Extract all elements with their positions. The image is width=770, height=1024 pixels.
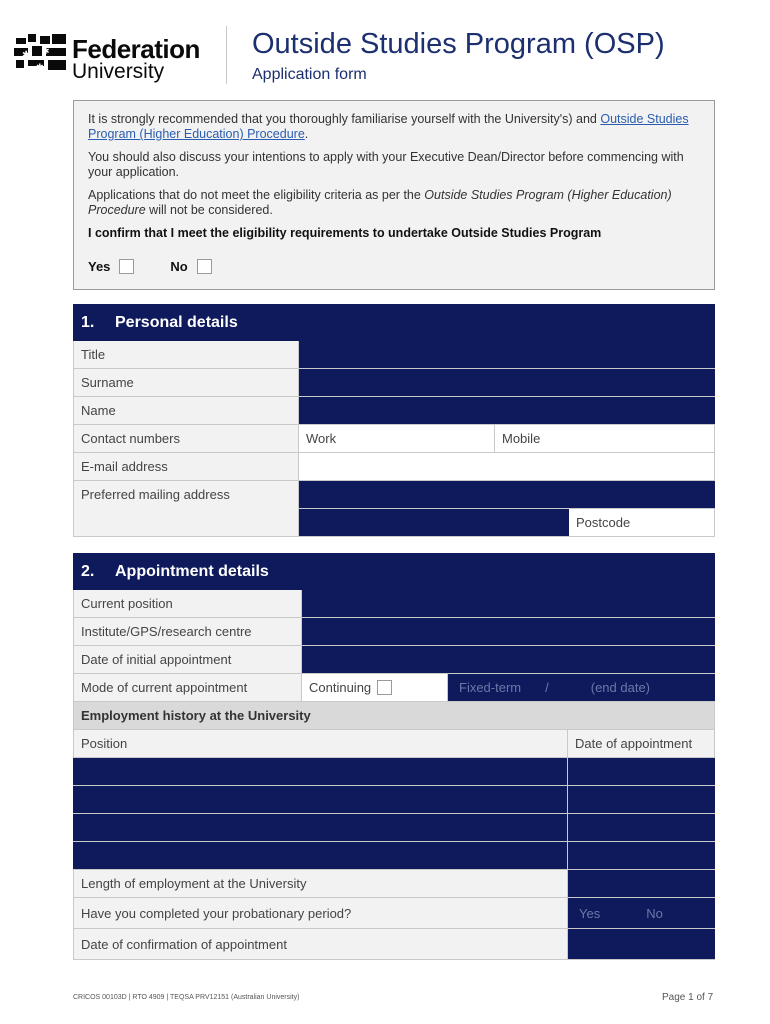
probation-no-option[interactable]: No [646,906,663,921]
notice-paragraph-3 [88,188,700,218]
fixed-term-slash: / [545,680,549,695]
page-header [14,26,714,86]
history-date-field[interactable] [568,758,715,785]
employment-history-row [73,814,715,842]
employment-history-header-row [73,730,715,758]
logo-wordmark-line2: University [72,60,165,83]
employment-history-row [73,842,715,870]
eligibility-yes-no [88,259,248,274]
initial-date-row [73,646,715,674]
current-position-field[interactable] [302,590,715,617]
name-field[interactable] [299,397,715,424]
confirmation-date-field[interactable] [568,929,715,959]
appointment-details-section [73,553,715,960]
employment-history-heading: Employment history at the University [73,702,715,729]
continuing-checkbox[interactable] [377,680,392,695]
contact-row [73,425,715,453]
notice-text: Applications that do not meet the eligibility criteria as per the [88,188,425,202]
notice-text: . [304,127,309,141]
eligibility-confirm-question: I confirm that I meet the eligibility requirements to undertake Outside Studies Program [88,226,602,240]
mailing-row [73,481,715,537]
date-column-header: Date of appointment [568,730,715,757]
personal-details-section [73,304,715,537]
notice-paragraph-2: You should also discuss your intentions to apply with your Executive Dean/Director before commencing with your application. [88,150,684,179]
continuing-option [302,674,448,701]
history-position-field[interactable] [73,814,568,841]
length-row [73,870,715,898]
notice-text: will not be considered. [145,203,273,217]
section-heading [73,304,715,341]
probation-label: Have you completed your probationary period? [73,898,568,928]
probation-row [73,898,715,929]
position-column-header: Position [73,730,568,757]
email-field[interactable] [299,453,715,480]
length-field[interactable] [568,870,715,897]
notice-text: It is strongly recommended that you thoroughly familiarise yourself with the University's) and [88,112,601,126]
title-field[interactable] [299,341,715,368]
svg-text:✱: ✱ [42,47,50,57]
fixed-term-option[interactable] [448,674,715,701]
employment-history-row [73,786,715,814]
section-number: 2. [81,563,95,580]
section-heading [73,553,715,590]
notice-emphasis: Outside Studies Program (Higher Education) Procedure [88,188,672,217]
current-position-label: Current position [73,590,302,617]
email-label: E-mail address [73,453,299,480]
probation-yes-option[interactable]: Yes [579,906,601,921]
history-position-field[interactable] [73,842,568,869]
svg-text:✱: ✱ [22,50,31,61]
surname-field[interactable] [299,369,715,396]
name-row [73,397,715,425]
footer-accreditation: CRICOS 00103D | RTO 4909 | TEQSA PRV12151 (Australian University) [73,994,300,1001]
continuing-label: Continuing [309,680,372,695]
mailing-fields [299,481,715,536]
mode-label: Mode of current appointment [73,674,302,701]
employment-history-row [73,758,715,786]
mailing-address-line2-field[interactable] [299,509,569,536]
surname-row [73,369,715,397]
mode-row [73,674,715,702]
title-row [73,341,715,369]
surname-label: Surname [73,369,299,396]
work-phone-field[interactable]: Work [299,425,495,452]
svg-text:✱: ✱ [36,63,44,73]
mailing-label: Preferred mailing address [73,481,299,536]
header-divider [226,26,227,84]
contact-label: Contact numbers [73,425,299,452]
email-row [73,453,715,481]
yes-checkbox[interactable] [119,259,134,274]
history-position-field[interactable] [73,786,568,813]
mailing-address-line-field[interactable] [299,481,715,509]
yes-label: Yes [88,259,111,274]
initial-date-label: Date of initial appointment [73,646,302,673]
confirmation-label: Date of confirmation of appointment [73,929,568,959]
end-date-label: (end date) [590,680,651,695]
history-date-field[interactable] [568,814,715,841]
confirmation-row [73,929,715,960]
title-label: Title [73,341,299,368]
institute-label: Institute/GPS/research centre [73,618,302,645]
notice-paragraph-1 [88,112,700,142]
section-title: Personal details [115,314,238,331]
fixed-term-label: Fixed-term [459,680,522,695]
employment-history-heading-row [73,702,715,730]
logo-wordmark-line1: Federation [72,34,200,64]
page-subtitle: Application form [252,66,367,83]
federation-university-logo [14,30,214,82]
page-number: Page 1 of 7 [662,992,714,1003]
postcode-field[interactable]: Postcode [569,509,715,536]
history-position-field[interactable] [73,758,568,785]
history-date-field[interactable] [568,842,715,869]
current-position-row [73,590,715,618]
name-label: Name [73,397,299,424]
section-number: 1. [81,314,95,331]
mailing-second-line [299,509,715,536]
eligibility-notice [73,100,715,290]
initial-date-field[interactable] [302,646,715,673]
osp-procedure-link[interactable]: Outside Studies Program (Higher Education) Procedure [88,112,689,141]
length-label: Length of employment at the University [73,870,568,897]
no-checkbox[interactable] [197,259,212,274]
institute-field[interactable] [302,618,715,645]
page-title: Outside Studies Program (OSP) [252,28,665,60]
history-date-field[interactable] [568,786,715,813]
no-label: No [170,259,188,274]
logo-mark-icon [14,30,70,78]
institute-row [73,618,715,646]
probation-options [568,898,715,928]
section-title: Appointment details [115,563,269,580]
mobile-phone-field[interactable]: Mobile [495,425,715,452]
